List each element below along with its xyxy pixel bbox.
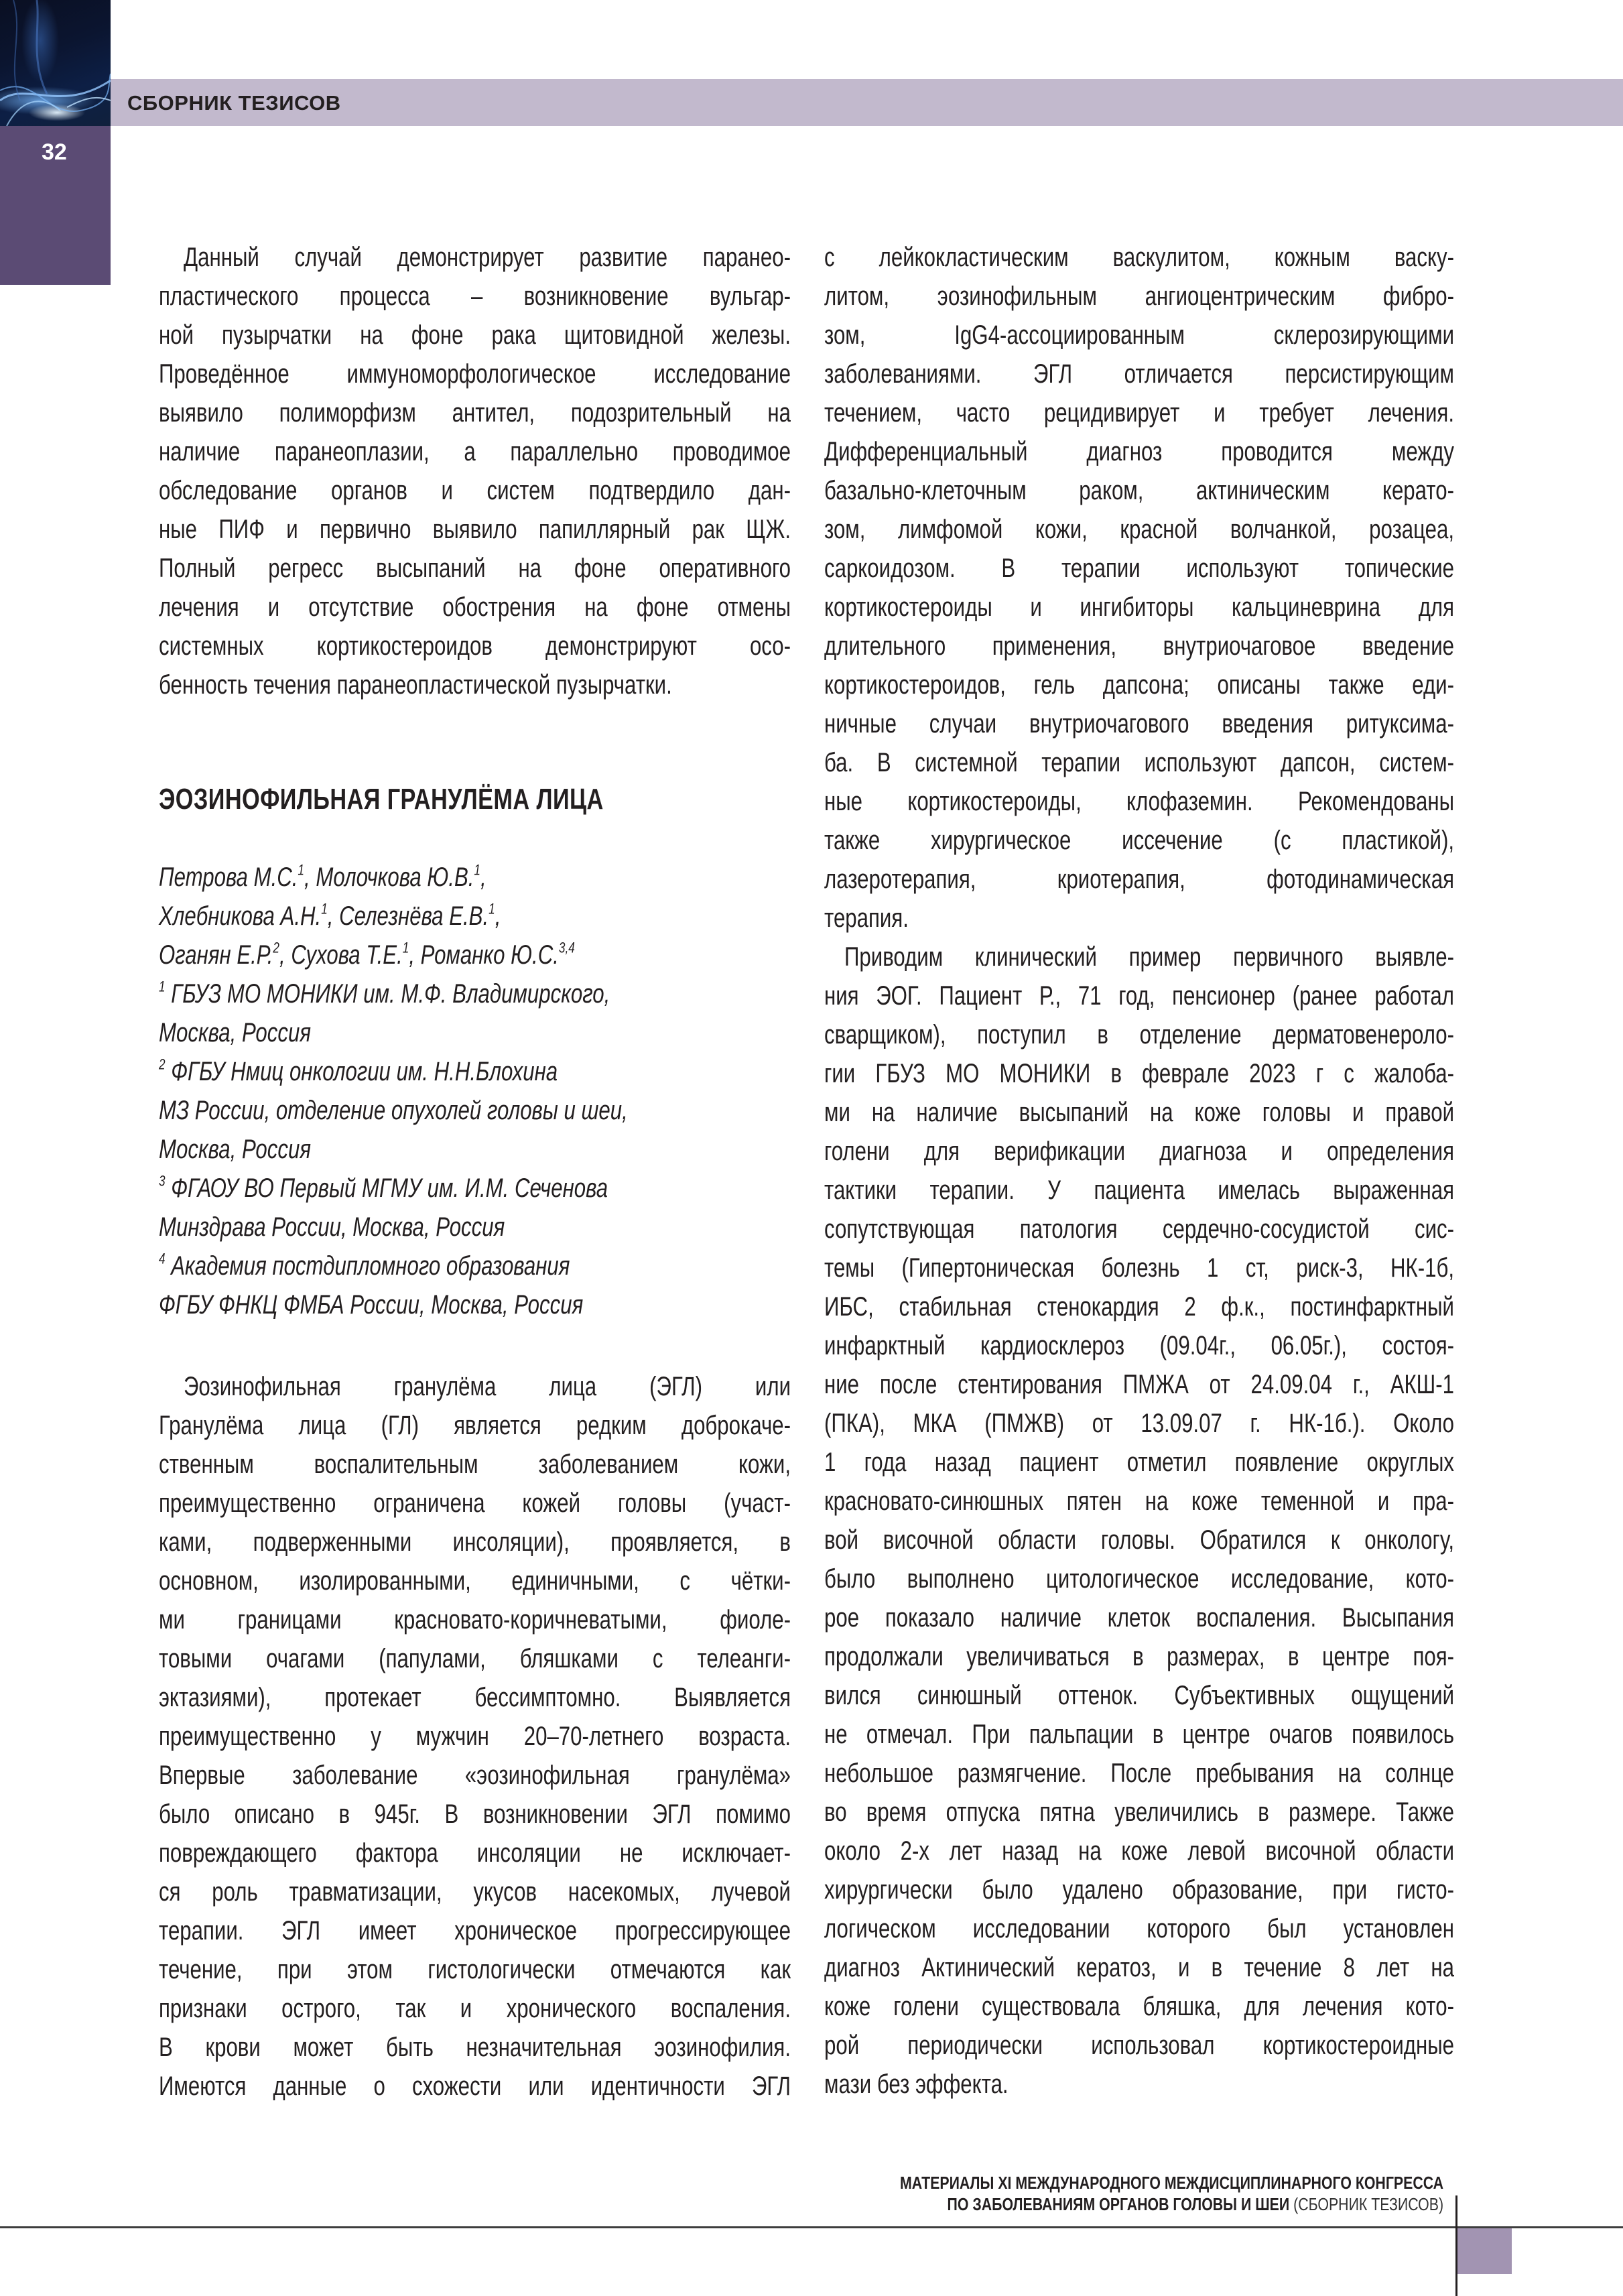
section-title: СБОРНИК ТЕЗИСОВ bbox=[127, 91, 341, 115]
paragraph-line: ные кортикостероиды, клофаземин. Рекомендованы bbox=[824, 787, 1454, 816]
paragraph-line: Эозинофильная гранулёма лица (ЭГЛ) или bbox=[184, 1372, 791, 1401]
paragraph-line: гии ГБУЗ МО МОНИКИ в феврале 2023 г с жалоба- bbox=[824, 1059, 1454, 1088]
paragraph-line: саркоидозом. В терапии используют топические bbox=[824, 554, 1454, 583]
paragraph-line: продолжали увеличиваться в размерах, в центре поя- bbox=[824, 1642, 1454, 1671]
paragraph-line: признаки острого, так и хронического воспаления. bbox=[159, 1994, 791, 2023]
paragraph-line: терапия. bbox=[824, 903, 909, 933]
footer-subtitle-bold: ПО ЗАБОЛЕВАНИЯМ ОРГАНОВ ГОЛОВЫ И ШЕИ bbox=[947, 2194, 1294, 2214]
paragraph-line: Данный случай демонстрирует развитие паранео- bbox=[184, 243, 791, 272]
paragraph-line: течение, при этом гистологически отмечаются как bbox=[159, 1955, 791, 1984]
paragraph-line: эктазиями), протекает бессимптомно. Выявляется bbox=[159, 1683, 791, 1712]
paragraph-line: ние после стентирования ПМЖА от 24.09.04 г., АКШ-1 bbox=[824, 1370, 1454, 1399]
paragraph-line: диагноз Актинический кератоз, и в течение 8 лет на bbox=[824, 1953, 1454, 1982]
paragraph-line: Проведённое иммуноморфологическое исследование bbox=[159, 359, 791, 389]
paragraph-line: В крови может быть незначительная эозинофилия. bbox=[159, 2033, 791, 2062]
corner-decorative-image bbox=[0, 0, 111, 126]
footer-subtitle-light: (СБОРНИК ТЕЗИСОВ) bbox=[1293, 2194, 1443, 2214]
paragraph-line: товыми очагами (папулами, бляшками с телеанги- bbox=[159, 1644, 791, 1673]
paragraph-line: литом, эозинофильным ангиоцентрическим фибро- bbox=[824, 281, 1454, 311]
paragraph-line: лазеротерапия, криотерапия, фотодинамическая bbox=[824, 865, 1454, 894]
paragraph-line: Впервые заболевание «эозинофильная гранулёма» bbox=[159, 1761, 791, 1790]
paragraph-line: сопутствующая патология сердечно-сосудистой сис- bbox=[824, 1214, 1454, 1244]
affiliation-line: $^3$ ФГАОУ ВО Первый МГМУ им. И.М. Сеченова bbox=[159, 1172, 608, 1203]
paragraph-line: течением, часто рецидивирует и требует лечения. bbox=[824, 398, 1454, 428]
paragraph-line: голени для верификации диагноза и определения bbox=[824, 1137, 1454, 1166]
paragraph-line: во время отпуска пятна увеличились в размере. Также bbox=[824, 1797, 1454, 1827]
paragraph-line: также хирургическое иссечение (с пластикой), bbox=[824, 826, 1454, 855]
paragraph-line: ния ЭОГ. Пациент Р., 71 год, пенсионер (ранее работал bbox=[824, 981, 1454, 1011]
paragraph-line: лечения и отсутствие обострения на фоне отмены bbox=[159, 592, 791, 622]
author-line: Хлебникова А.Н.$^1$, Селезнёва Е.В.$^1$, bbox=[159, 900, 501, 931]
author-line: Оганян Е.Р.$^2$, Сухова Т.Е.$^1$, Романко Ю.С.$^{3,4}$ bbox=[159, 939, 575, 970]
paragraph-line: преимущественно ограничена кожей головы (участ- bbox=[159, 1488, 791, 1518]
light-streaks-icon bbox=[0, 0, 111, 126]
paragraph-line: системных кортикостероидов демонстрируют осо- bbox=[159, 631, 791, 661]
paragraph-line: инфарктный кардиосклероз (09.04г., 06.05г.), состоя- bbox=[824, 1331, 1454, 1360]
paragraph-line: ками, подверженными инсоляции), проявляется, в bbox=[159, 1527, 791, 1557]
paragraph-line: пластического процесса – возникновение вульгар- bbox=[159, 281, 791, 311]
paragraph-line: рое показало наличие клеток воспаления. Высыпания bbox=[824, 1603, 1454, 1633]
affiliation-line: Москва, Россия bbox=[159, 1135, 311, 1164]
paragraph-line: было описано в 945г. В возникновении ЭГЛ помимо bbox=[159, 1799, 791, 1829]
footer-conference-subtitle bbox=[948, 2194, 1443, 2215]
paragraph-line: коже голени существовала бляшка, для лечения кото- bbox=[824, 1992, 1454, 2021]
paragraph-line: ные ПИФ и первично выявило папиллярный рак ЩЖ. bbox=[159, 515, 791, 544]
affiliation-line: $^2$ ФГБУ Нмиц онкологии им. Н.Н.Блохина bbox=[159, 1056, 558, 1086]
paragraph-line: Дифференциальный диагноз проводится между bbox=[824, 437, 1454, 466]
author-line: Петрова М.С.$^1$, Молочкова Ю.В.$^1$, bbox=[159, 861, 486, 892]
paragraph-line: кортикостероидов, гель дапсона; описаны также еди- bbox=[824, 670, 1454, 700]
footer-accent-square bbox=[1457, 2228, 1512, 2274]
affiliation-line: $^1$ ГБУЗ МО МОНИКИ им. М.Ф. Владимирского, bbox=[159, 978, 610, 1009]
paragraph-line: длительного применения, внутриочаговое введение bbox=[824, 631, 1454, 661]
paragraph-line: повреждающего фактора инсоляции не исключает- bbox=[159, 1838, 791, 1868]
paragraph-line: ми границами красновато-коричневатыми, фиоле- bbox=[159, 1605, 791, 1635]
paragraph-line: темы (Гипертоническая болезнь 1 ст, риск-3, НК-1б, bbox=[824, 1253, 1454, 1283]
paragraph-line: вой височной области головы. Обратился к онкологу, bbox=[824, 1525, 1454, 1555]
paragraph-line: обследование органов и систем подтвердило дан- bbox=[159, 476, 791, 505]
paragraph-line: ся роль травматизации, укусов насекомых, лучевой bbox=[159, 1877, 791, 1907]
affiliation-line: ФГБУ ФНКЦ ФМБА России, Москва, Россия bbox=[159, 1290, 584, 1320]
paragraph-line: ми на наличие высыпаний на коже головы и правой bbox=[824, 1098, 1454, 1127]
paragraph-line: терапии. ЭГЛ имеет хроническое прогрессирующее bbox=[159, 1916, 791, 1946]
paragraph-line: ной пузырчатки на фоне рака щитовидной железы. bbox=[159, 320, 791, 350]
paragraph-line: не отмечал. При пальпации в центре очагов появилось bbox=[824, 1720, 1454, 1749]
footer-divider bbox=[0, 2226, 1623, 2228]
affiliation-line: Москва, Россия bbox=[159, 1018, 311, 1047]
paragraph-line: рой периодически использовал кортикостероидные bbox=[824, 2031, 1454, 2060]
paragraph-line: базально-клеточным раком, актиническим керато- bbox=[824, 476, 1454, 505]
paragraph-line: ИБС, стабильная стенокардия 2 ф.к., постинфарктный bbox=[824, 1292, 1454, 1322]
paragraph-line: ничные случаи внутриочагового введения ритуксима- bbox=[824, 709, 1454, 739]
paragraph-line: наличие паранеоплазии, а параллельно проводимое bbox=[159, 437, 791, 466]
paragraph-line: логическом исследовании которого был установлен bbox=[824, 1914, 1454, 1943]
paragraph-line: Имеются данные о схожести или идентичности ЭГЛ bbox=[159, 2071, 791, 2101]
paragraph-line: бенность течения паранеопластической пузырчатки. bbox=[159, 670, 672, 700]
affiliation-line: Минздрава России, Москва, Россия bbox=[159, 1212, 505, 1242]
paragraph-line: (ПКА), МКА (ПМЖВ) от 13.09.07 г. НК-1б.). Около bbox=[824, 1409, 1454, 1438]
paragraph-line: зом, лимфомой кожи, красной волчанкой, розацеа, bbox=[824, 515, 1454, 544]
paragraph-line: заболеваниями. ЭГЛ отличается персистирующим bbox=[824, 359, 1454, 389]
paragraph-line: Гранулёма лица (ГЛ) является редким доброкаче- bbox=[159, 1411, 791, 1440]
paragraph-line: преимущественно у мужчин 20–70-летнего возраста. bbox=[159, 1722, 791, 1751]
paragraph-line: с лейкокластическим васкулитом, кожным васку- bbox=[824, 243, 1454, 272]
paragraph-line: кортикостероиды и ингибиторы кальциневрина для bbox=[824, 592, 1454, 622]
paragraph-line: выявило полиморфизм антител, подозрительный на bbox=[159, 398, 791, 428]
paragraph-line: красновато-синюшных пятен на коже теменной и пра- bbox=[824, 1486, 1454, 1516]
paragraph-line: тактики терапии. У пациента имелась выраженная bbox=[824, 1175, 1454, 1205]
footer-conference-title: МАТЕРИАЛЫ XI МЕЖДУНАРОДНОГО МЕЖДИСЦИПЛИНАРНОГО КОНГРЕССА bbox=[900, 2173, 1443, 2193]
paragraph-line: зом, IgG4-ассоциированным склерозирующими bbox=[824, 320, 1454, 350]
paragraph-line: 1 года назад пациент отметил появление округлых bbox=[824, 1448, 1454, 1477]
paragraph-line: основном, изолированными, единичными, с чётки- bbox=[159, 1566, 791, 1596]
paragraph-line: около 2-х лет назад на коже левой височной области bbox=[824, 1836, 1454, 1866]
affiliation-line: МЗ России, отделение опухолей головы и шеи, bbox=[159, 1096, 628, 1125]
paragraph-line: ба. В системной терапии используют дапсон, систем- bbox=[824, 748, 1454, 777]
paragraph-line: вился синюшный оттенок. Субъективных ощущений bbox=[824, 1681, 1454, 1710]
article-title: ЭОЗИНОФИЛЬНАЯ ГРАНУЛЁМА ЛИЦА bbox=[159, 783, 604, 816]
paragraph-line: сварщиком), поступил в отделение дерматовенероло- bbox=[824, 1020, 1454, 1049]
affiliation-line: $^4$ Академия постдипломного образования bbox=[159, 1250, 570, 1281]
paragraph-line: ственным воспалительным заболеванием кожи, bbox=[159, 1450, 791, 1479]
page-number: 32 bbox=[42, 139, 67, 165]
paragraph-line: небольшое размягчение. После пребывания на солнце bbox=[824, 1759, 1454, 1788]
paragraph-line: Полный регресс высыпаний на фоне оперативного bbox=[159, 554, 791, 583]
paragraph-line: хирургически было удалено образование, при гисто- bbox=[824, 1875, 1454, 1905]
paragraph-line: мази без эффекта. bbox=[824, 2069, 1009, 2099]
paragraph-line: было выполнено цитологическое исследование, кото- bbox=[824, 1564, 1454, 1594]
paragraph-line: Приводим клинический пример первичного выявле- bbox=[844, 942, 1454, 972]
